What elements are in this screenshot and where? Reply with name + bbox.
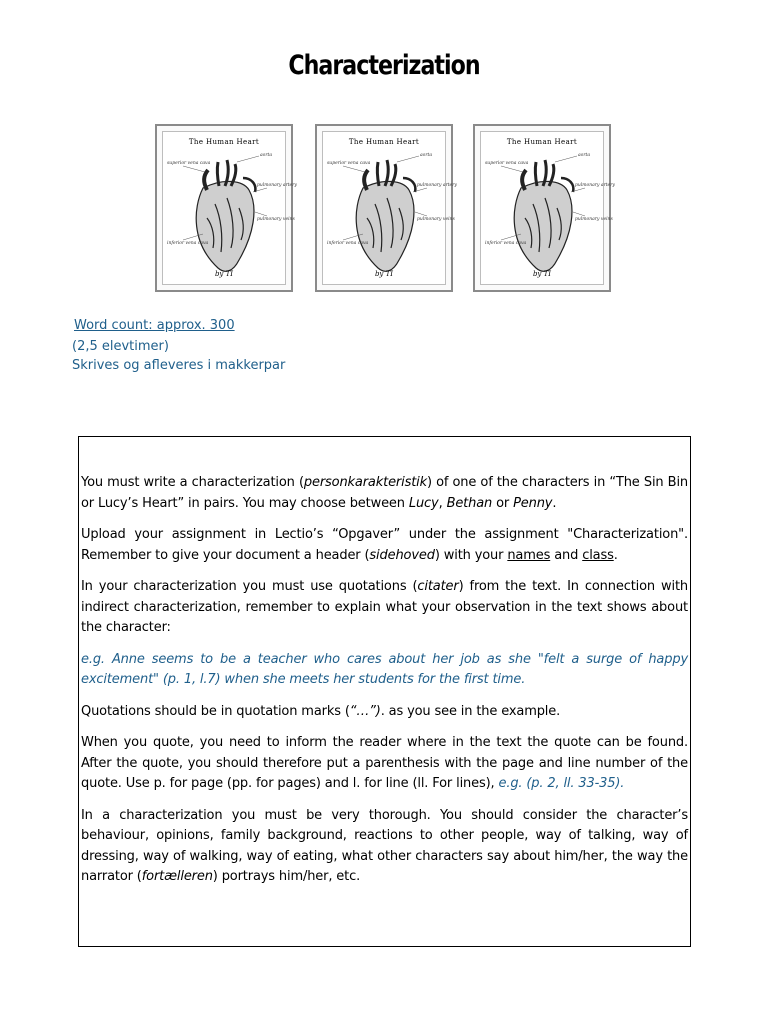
assignment-box [78, 436, 691, 947]
term-citater: citater [417, 579, 459, 594]
heart-image-3 [473, 124, 615, 292]
heart-image-title: The Human Heart [348, 138, 420, 146]
term-fortaelleren: fortælleren [141, 869, 213, 884]
character-bethan: Bethan [446, 495, 493, 511]
lesson-count: (2,5 elevtimer) [72, 339, 169, 354]
heart-image-signature: by TI [532, 270, 552, 278]
text-run: . as you see in the example. [380, 703, 561, 719]
label-pulmonary-artery: pulmonary artery [575, 183, 615, 188]
text-run: ) from the text. In connection with indirect characterization, remember to explain what your observation in the text shows about the character: [81, 579, 688, 635]
heart-frame [480, 131, 615, 285]
label-pulmonary-veins: pulmonary veins [575, 217, 613, 222]
word-count: Word count: approx. 300 [74, 318, 235, 333]
heart-image-signature: by TI [374, 270, 394, 278]
page-title: Characterization [288, 50, 480, 81]
text-run: . [552, 495, 557, 511]
heart-image-2 [315, 124, 457, 292]
label-inferior-vena-cava: inferior vena cava [327, 241, 369, 246]
paragraph-thorough [81, 806, 688, 888]
underlined-names: names [507, 547, 551, 563]
heart-drawing [323, 148, 457, 282]
text-run: . [613, 547, 618, 563]
label-superior-vena-cava: superior vena cava [327, 161, 371, 166]
label-pulmonary-veins: pulmonary veins [257, 217, 295, 222]
label-pulmonary-artery: pulmonary artery [257, 183, 297, 188]
label-superior-vena-cava: superior vena cava [167, 161, 211, 166]
text-run: ) with your [434, 547, 508, 563]
label-pulmonary-artery: pulmonary artery [417, 183, 457, 188]
citation-example: e.g. (p. 2, ll. 33-35). [498, 776, 625, 791]
text-run: Quotations should be in quotation marks ( [81, 703, 350, 719]
text-run: or [492, 495, 514, 511]
pair-instruction: Skrives og afleveres i makkerpar [72, 358, 286, 373]
term-sidehoved: sidehoved [369, 547, 435, 563]
heart-image-signature: by TI [214, 270, 234, 278]
label-aorta: aorta [420, 153, 433, 158]
text-run: ) portrays him/her, etc. [212, 869, 361, 884]
label-inferior-vena-cava: inferior vena cava [485, 241, 527, 246]
heart-drawing [481, 148, 615, 282]
text-run: Upload your assignment in Lectio’s “Opgaver” under the assignment "Characterization". Remember to give your document a header ( [81, 527, 688, 563]
text-run: , [438, 495, 447, 511]
paragraph-example: e.g. Anne seems to be a teacher who cares about her job as she "felt a surge of happy excitement" (p. 1, l.7) when she meets her students for the first time. [81, 651, 688, 687]
label-aorta: aorta [578, 153, 591, 158]
text-run: In your characterization you must use quotations ( [81, 579, 418, 594]
text-run: You must write a characterization ( [81, 475, 304, 490]
paragraph-citation [81, 733, 688, 795]
quote-marks: “…”) [349, 703, 381, 719]
character-penny: Penny [513, 495, 553, 511]
heart-image-title: The Human Heart [506, 138, 578, 146]
paragraph-intro [81, 473, 688, 514]
heart-image-title: The Human Heart [188, 138, 260, 146]
label-superior-vena-cava: superior vena cava [485, 161, 529, 166]
heart-frame [162, 131, 297, 285]
term-personkarakteristik: personkarakteristik [303, 475, 427, 490]
heart-drawing [163, 148, 297, 282]
text-run: In a characterization you must be very thorough. You should consider the character’s behaviour, opinions, family background, reactions to other people, way of talking, way of dressing, way of walking, way of eating, what other characters say about him/her, the way the narrator ( [81, 807, 688, 884]
underlined-class: class [582, 547, 614, 563]
text-run: When you quote, you need to inform the reader where in the text the quote can be found. After the quote, you should therefore put a parenthesis with the page and line number of the quote. Use p. for page (pp. for pages) and l. for line (ll. For lines), [81, 735, 688, 791]
character-lucy: Lucy [408, 495, 439, 511]
label-pulmonary-veins: pulmonary veins [417, 217, 455, 222]
paragraph-upload [81, 525, 688, 566]
text-run: and [550, 547, 583, 563]
label-inferior-vena-cava: inferior vena cava [167, 241, 209, 246]
label-aorta: aorta [260, 153, 273, 158]
paragraph-quotations [81, 577, 688, 639]
heart-image-1 [155, 124, 297, 292]
paragraph-quotation-marks [81, 702, 688, 723]
text-run: ) of one of the characters in “The Sin Bin or Lucy’s Heart” in pairs. You may choose between [81, 475, 688, 511]
heart-frame [322, 131, 457, 285]
